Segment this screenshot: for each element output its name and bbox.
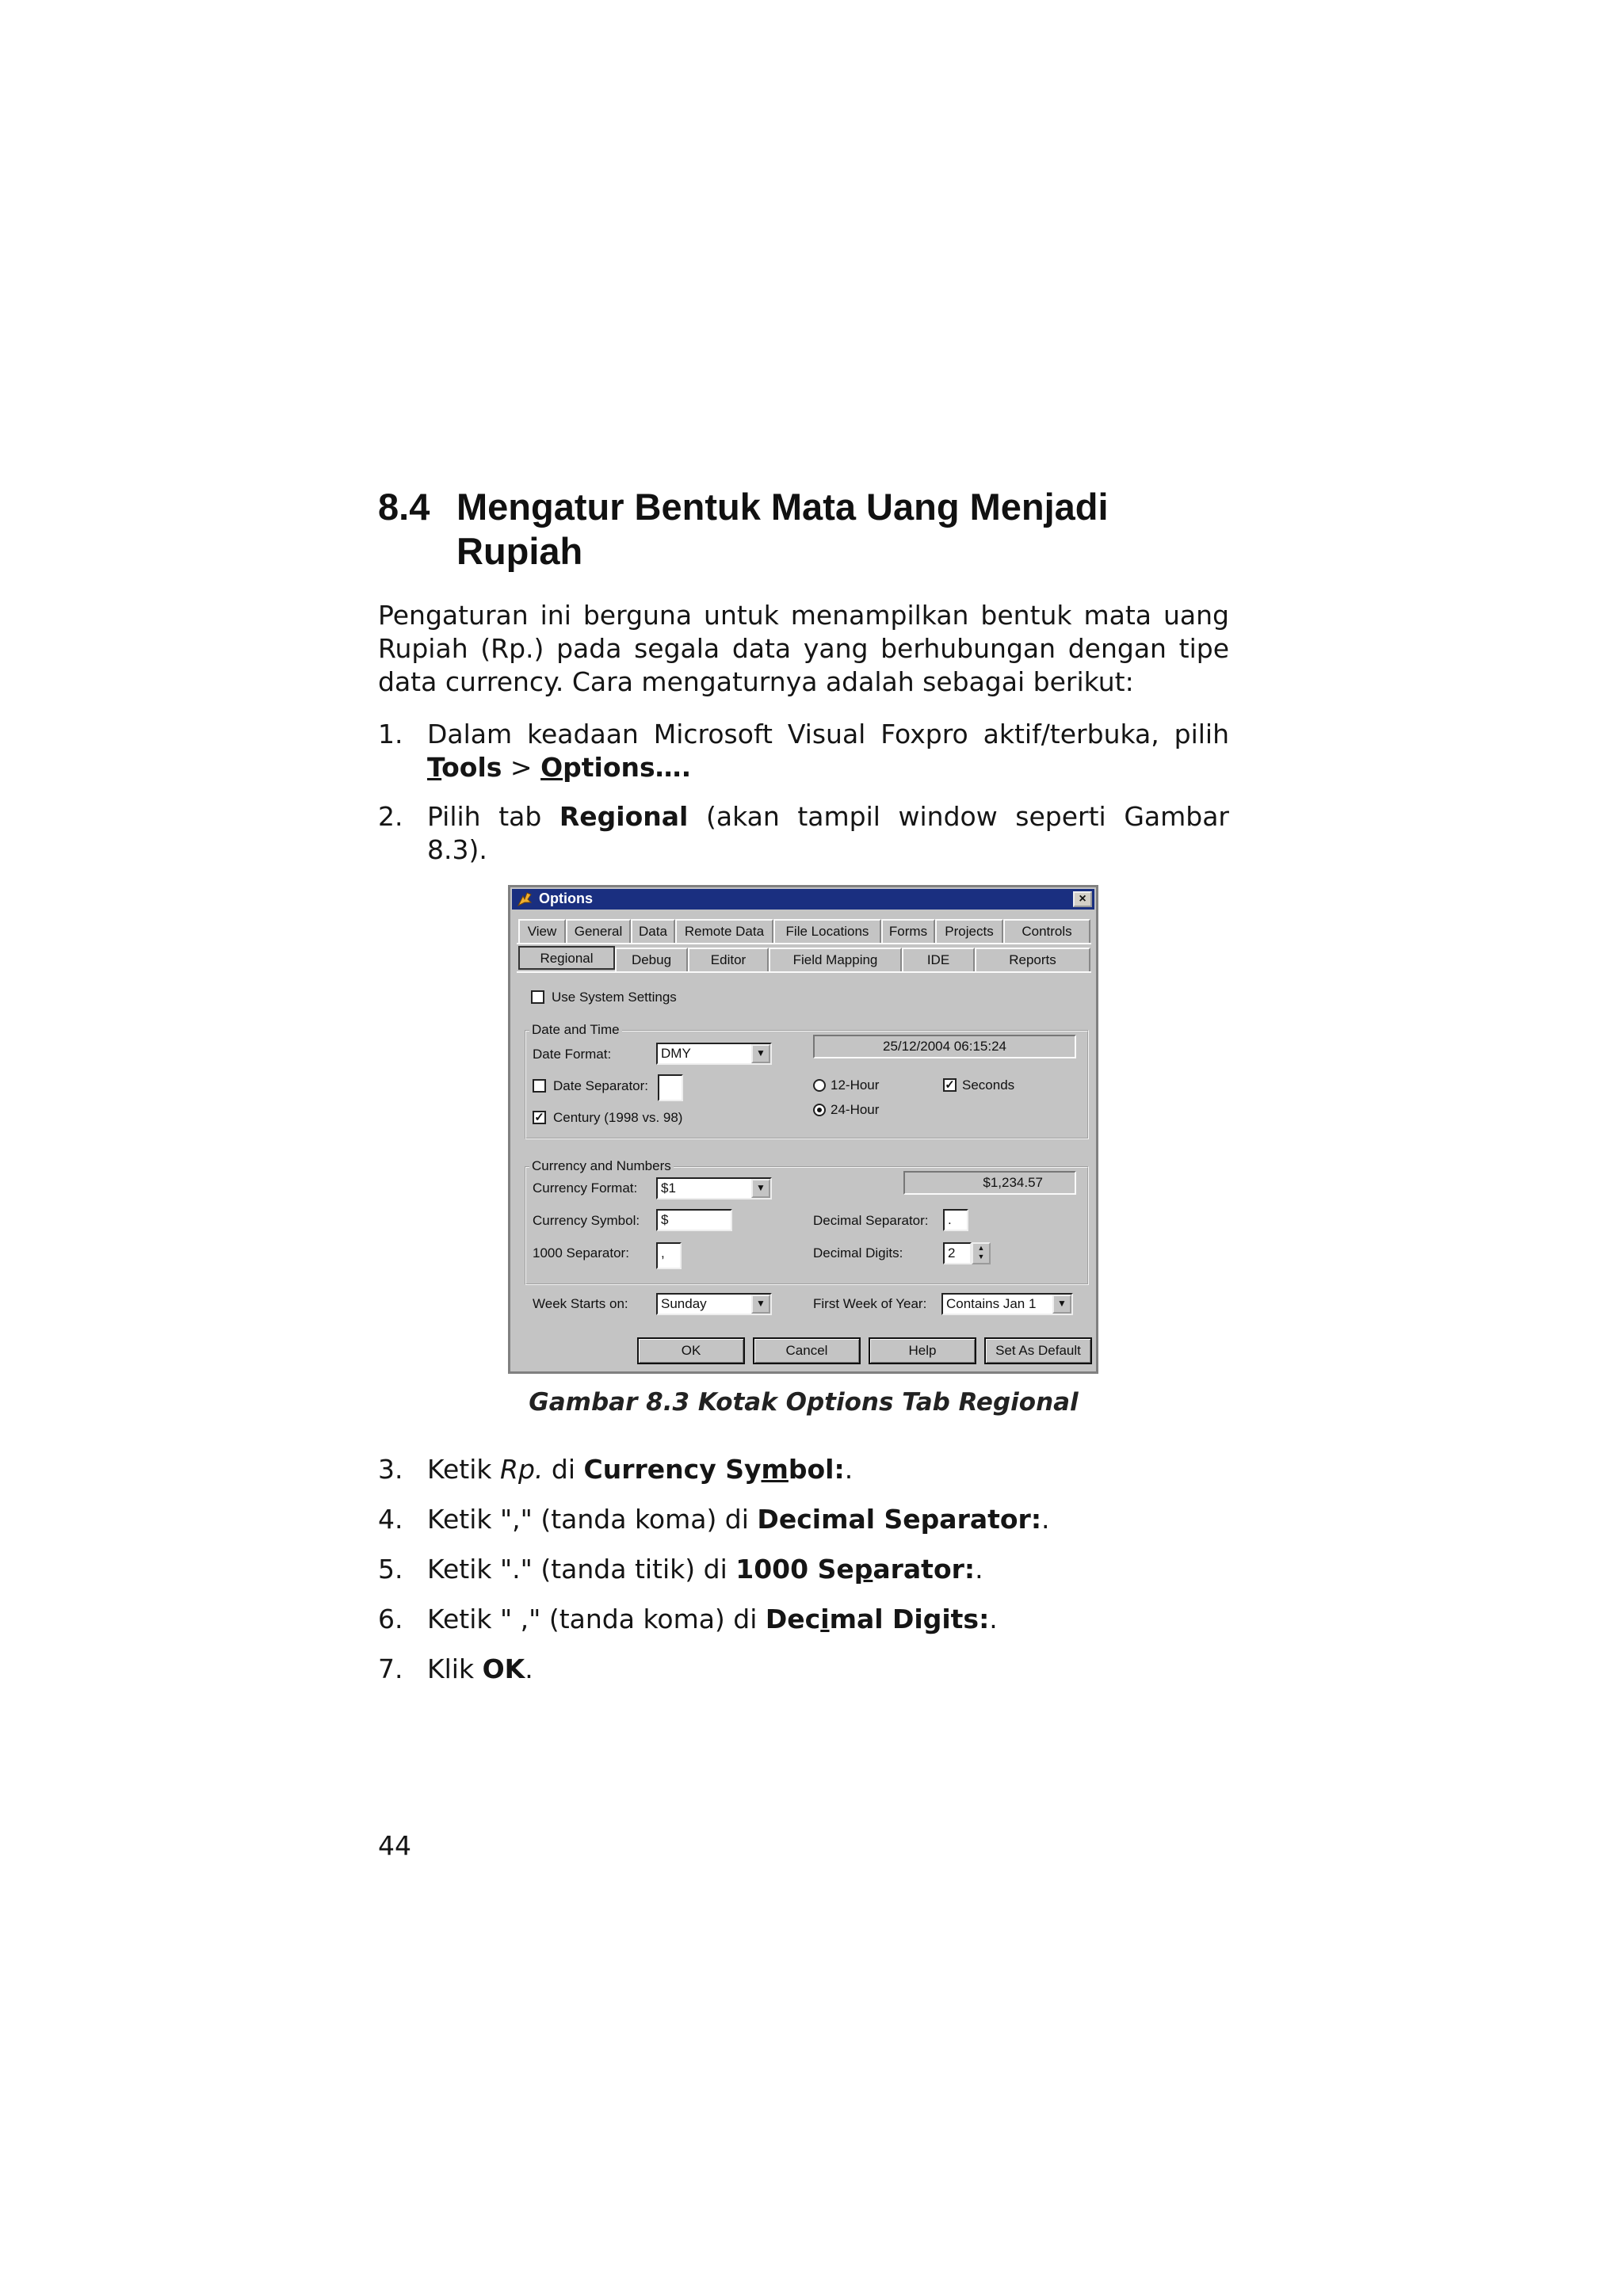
currency-format-select[interactable]: $1: [656, 1177, 772, 1199]
step-text: Ketik "," (tanda koma) di Decimal Separator:.: [427, 1504, 1050, 1535]
use-system-settings-checkbox[interactable]: [531, 990, 544, 1004]
date-separator-input[interactable]: [658, 1074, 683, 1101]
currency-group-label: Currency and Numbers: [529, 1158, 674, 1174]
list-item-step-1: [378, 718, 1229, 789]
thousand-separator-input[interactable]: ,: [656, 1242, 682, 1269]
hour12-label: 12-Hour: [831, 1077, 880, 1093]
chevron-down-icon[interactable]: ▼: [751, 1295, 770, 1314]
step-text: Klik OK.: [427, 1653, 533, 1684]
tab-debug[interactable]: Debug: [615, 948, 688, 971]
tab-field-mapping[interactable]: Field Mapping: [769, 948, 902, 971]
tab-divider: [517, 943, 1091, 944]
section-number: 8.4: [378, 486, 430, 528]
dialog-titlebar: [512, 889, 1094, 910]
hour12-radio[interactable]: [813, 1079, 826, 1092]
step-text: Pilih tab Regional (akan tampil window seperti Gambar 8.3).: [427, 801, 1229, 865]
date-time-group-label: Date and Time: [529, 1022, 622, 1038]
foxpro-icon: [517, 891, 533, 907]
menu-options: Options….: [540, 752, 692, 783]
date-separator-checkbox[interactable]: [533, 1079, 546, 1093]
date-format-select[interactable]: DMY: [656, 1043, 772, 1065]
hour24-radio[interactable]: [813, 1104, 826, 1116]
step-number: 7.: [378, 1653, 403, 1684]
first-week-select[interactable]: Contains Jan 1: [941, 1293, 1073, 1315]
step-text: Ketik "." (tanda titik) di 1000 Separator:.: [427, 1554, 983, 1585]
menu-tools: Tools: [427, 752, 502, 783]
close-icon[interactable]: ×: [1073, 891, 1092, 907]
figure-caption: Gambar 8.3 Kotak Options Tab Regional: [529, 1388, 1079, 1417]
step-text: Ketik " ," (tanda koma) di Decimal Digits:.: [427, 1604, 998, 1634]
week-starts-label: Week Starts on:: [533, 1296, 628, 1311]
step-number: 3.: [378, 1454, 403, 1485]
tab-general[interactable]: General: [566, 919, 631, 943]
decimal-digits-label: Decimal Digits:: [813, 1245, 903, 1261]
tab-reports[interactable]: Reports: [975, 948, 1090, 971]
step-number: 2.: [378, 801, 403, 832]
seconds-label: Seconds: [962, 1077, 1015, 1093]
tab-remote-data[interactable]: Remote Data: [675, 919, 773, 943]
ok-button[interactable]: OK: [637, 1337, 745, 1364]
section-title: Mengatur Bentuk Mata Uang Menjadi Rupiah: [456, 486, 1109, 572]
tab-file-locations[interactable]: File Locations: [773, 919, 881, 943]
hour24-label: 24-Hour: [831, 1102, 880, 1117]
century-checkbox[interactable]: ✓: [533, 1111, 546, 1124]
chevron-down-icon[interactable]: ▼: [1052, 1295, 1071, 1314]
tab-editor[interactable]: Editor: [688, 948, 769, 971]
use-system-settings-label: Use System Settings: [552, 990, 677, 1005]
tab-divider: [517, 971, 1091, 973]
page-number: 44: [378, 1830, 411, 1861]
currency-symbol-label: Currency Symbol:: [533, 1213, 640, 1228]
step-number: 1.: [378, 719, 403, 749]
tab-forms[interactable]: Forms: [881, 919, 935, 943]
chevron-down-icon[interactable]: ▼: [751, 1179, 770, 1198]
list-item-step-4: [378, 1503, 1229, 1538]
tab-controls[interactable]: Controls: [1003, 919, 1090, 943]
tab-data[interactable]: Data: [631, 919, 675, 943]
currency-symbol-input[interactable]: $: [656, 1209, 732, 1231]
step-text: Ketik Rp. di Currency Symbol:.: [427, 1454, 854, 1485]
list-item-step-7: [378, 1653, 1229, 1688]
tab-view[interactable]: View: [518, 919, 566, 943]
week-starts-select[interactable]: Sunday: [656, 1293, 772, 1315]
step-number: 6.: [378, 1604, 403, 1634]
decimal-digits-input[interactable]: 2: [943, 1242, 972, 1264]
step-text: [427, 718, 1229, 784]
step-number: 4.: [378, 1504, 403, 1535]
step-number: 5.: [378, 1554, 403, 1585]
intro-paragraph: Pengaturan ini berguna untuk menampilkan bentuk mata uang Rupiah (Rp.) pada segala data yang berhubungan dengan tipe data currency. Cara mengaturnya adalah sebagai berikut:: [378, 600, 1229, 697]
century-label: Century (1998 vs. 98): [553, 1110, 683, 1125]
thousand-separator-label: 1000 Separator:: [533, 1245, 629, 1261]
date-separator-label: Date Separator:: [553, 1078, 649, 1093]
date-format-label: Date Format:: [533, 1047, 612, 1062]
currency-format-label: Currency Format:: [533, 1180, 638, 1196]
list-item-step-2: [378, 800, 1229, 865]
dialog-title: Options: [539, 891, 593, 906]
currency-preview: $1,234.57: [903, 1171, 1076, 1195]
menu-separator: >: [502, 752, 541, 783]
list-item-step-6: [378, 1603, 1229, 1638]
set-as-default-button[interactable]: Set As Default: [984, 1337, 1092, 1364]
cancel-button[interactable]: Cancel: [753, 1337, 861, 1364]
decimal-digits-spinner-icon[interactable]: ▲ ▼: [972, 1242, 991, 1264]
tab-projects[interactable]: Projects: [935, 919, 1003, 943]
step-text-part: Dalam keadaan Microsoft Visual Foxpro aktif/terbuka, pilih: [427, 719, 1229, 749]
first-week-label: First Week of Year:: [813, 1296, 927, 1311]
date-preview: 25/12/2004 06:15:24: [813, 1035, 1076, 1058]
seconds-checkbox[interactable]: ✓: [943, 1078, 957, 1092]
options-dialog-screenshot: [508, 885, 1098, 1374]
help-button[interactable]: Help: [869, 1337, 976, 1364]
list-item-step-3: [378, 1453, 1229, 1488]
decimal-separator-label: Decimal Separator:: [813, 1213, 929, 1228]
decimal-separator-input[interactable]: .: [943, 1209, 968, 1231]
chevron-down-icon[interactable]: ▼: [751, 1044, 770, 1063]
tab-regional[interactable]: Regional: [518, 946, 615, 970]
list-item-step-5: [378, 1553, 1229, 1588]
tab-ide[interactable]: IDE: [902, 948, 975, 971]
